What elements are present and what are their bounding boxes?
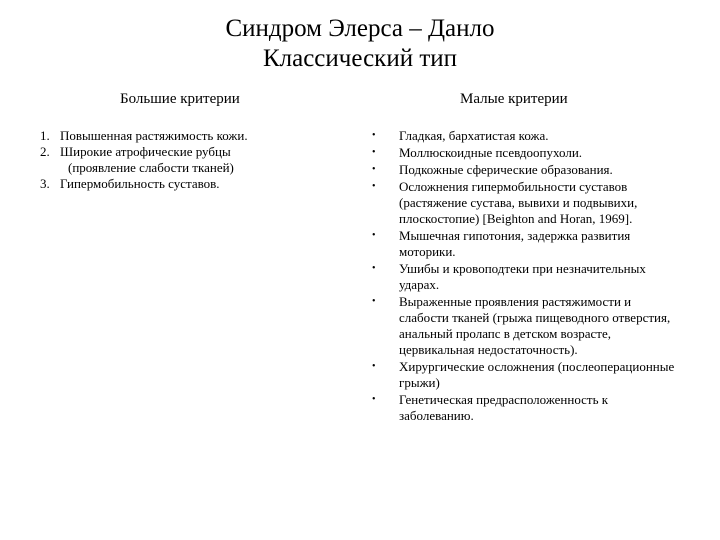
item-number: 2. xyxy=(40,144,50,159)
minor-criteria-heading: Малые критерии xyxy=(460,91,568,107)
list-item xyxy=(372,294,682,358)
major-criteria-heading: Большие критерии xyxy=(120,91,240,107)
list-item xyxy=(372,228,682,260)
list-item xyxy=(372,162,682,178)
bullet-icon: • xyxy=(372,181,376,192)
item-text: Хирургические осложнения (послеоперационные грыжи) xyxy=(399,359,675,390)
item-number: 3. xyxy=(40,176,50,191)
list-item xyxy=(372,392,682,424)
bullet-icon: • xyxy=(372,164,376,175)
list-item xyxy=(40,128,320,144)
title-line-2: Классический тип xyxy=(262,45,458,72)
list-item xyxy=(372,179,682,227)
item-text: Гладкая, бархатистая кожа. xyxy=(399,128,549,143)
item-text: Моллюскоидные псевдоопухоли. xyxy=(399,145,583,160)
page-title xyxy=(0,14,720,74)
item-text: Выраженные проявления растяжимости и слабости тканей (грыжа пищеводного отверстия, анальный пролапс в детском возрасте, цервикальная недостаточность). xyxy=(399,294,671,357)
item-text: Ушибы и кровоподтеки при незначительных ударах. xyxy=(399,261,646,292)
item-text: Гипермобильность суставов. xyxy=(60,176,220,191)
item-text: Повышенная растяжимость кожи. xyxy=(60,128,248,143)
item-text: Мышечная гипотония, задержка развития моторики. xyxy=(399,228,631,259)
list-item xyxy=(372,145,682,161)
bullet-icon: • xyxy=(372,296,376,307)
list-item xyxy=(372,128,682,144)
bullet-icon: • xyxy=(372,394,376,405)
item-subtext: (проявление слабости тканей) xyxy=(68,160,234,175)
list-item xyxy=(372,359,682,391)
bullet-icon: • xyxy=(372,263,376,274)
item-number: 1. xyxy=(40,128,50,143)
bullet-icon: • xyxy=(372,130,376,141)
item-text: Подкожные сферические образования. xyxy=(399,162,613,177)
list-item xyxy=(372,261,682,293)
item-text: Широкие атрофические рубцы xyxy=(60,144,231,159)
list-item xyxy=(40,144,320,176)
item-text: Генетическая предрасположенность к заболеванию. xyxy=(399,392,609,423)
item-text: Осложнения гипермобильности суставов (растяжение сустава, вывихи и подвывихи, плоскостопие) [Beighton and Horan, 1969]. xyxy=(399,179,638,226)
title-line-1: Синдром Элерса – Данло xyxy=(225,15,495,42)
minor-criteria-list xyxy=(372,128,682,425)
major-criteria-list xyxy=(40,128,320,192)
bullet-icon: • xyxy=(372,147,376,158)
list-item xyxy=(40,176,320,192)
bullet-icon: • xyxy=(372,230,376,241)
bullet-icon: • xyxy=(372,361,376,372)
